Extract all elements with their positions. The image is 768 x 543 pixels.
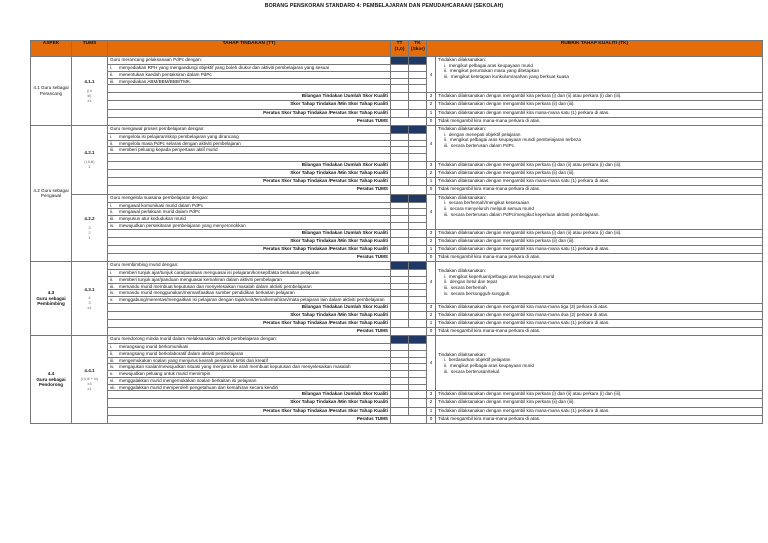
tums-percent[interactable] [391, 415, 427, 423]
tk-percent[interactable] [409, 109, 427, 117]
tt-input[interactable] [391, 364, 409, 371]
aspek-4-3: 4.3 Guru sebagai Pembimbing [31, 261, 72, 335]
tt-percent[interactable] [391, 109, 409, 117]
document-title: BORANG PENSKORAN STANDARD 4: PEMBELAJARAN DAN PEMUDAHCARAAN (SEKOLAH) [264, 3, 504, 9]
tt-input[interactable] [391, 65, 409, 72]
tk-input[interactable] [409, 133, 427, 140]
tt-sum[interactable] [391, 93, 409, 101]
tt-input[interactable] [391, 140, 409, 147]
tk-input[interactable] [409, 364, 427, 371]
tk-sum[interactable] [409, 229, 427, 237]
tums-4-2-2: 4.2.2 3 2 1 [72, 194, 108, 261]
tk-input[interactable] [409, 371, 427, 378]
s2-rubric-4b: Tindakan dilaksanakan: i. secara berhemah/mengikut kesesuaian ii. secara menyeluruh meliputi semua murid iii. secara berterusan dalam PdPc/mengikut keperluan aktiviti pembelajaran. [436, 194, 763, 229]
tk-score[interactable] [409, 101, 427, 109]
tk-score[interactable] [409, 170, 427, 178]
header-rubric: RUBRIK TAHAP KUALITI (TK) [427, 41, 763, 57]
tt-input[interactable] [391, 377, 409, 384]
tk-input[interactable] [409, 296, 427, 303]
s1-sum-row: Bilangan Tindakan /Jumlah Skor Kualiti 3 Tindakan dilaksanakan dengan mengambil kira perkara (i) dan (ii) atau perkara (i) dan (iii). [31, 93, 763, 101]
tk-input[interactable] [409, 140, 427, 147]
tums-percent[interactable] [391, 327, 427, 335]
tk-percent[interactable] [409, 319, 427, 327]
tt-input[interactable] [391, 147, 409, 154]
tk-input[interactable] [409, 71, 427, 78]
tt-percent[interactable] [391, 407, 409, 415]
tt-input[interactable] [391, 270, 409, 277]
tt-input[interactable] [391, 357, 409, 364]
header-tahap-tindakan: TAHAP TINDAKAN (TT) [108, 41, 391, 57]
tk-input[interactable] [409, 357, 427, 364]
tt-input[interactable] [391, 209, 409, 216]
tt-score[interactable] [391, 237, 409, 245]
scoring-table: ASPEK TUMS TAHAP TINDAKAN (TT) TT (1,0) TK (Skor) RUBRIK TAHAP KUALITI (TK) 4.1 Guru sebagai Perancang 4.1.1 (i,ii iii) x1 Guru merancang pelaksanaan PdPc dengan: 4 Tindakan dilaksanakan: i. mengikut pelbagai aras keupayaan murid ii. mengikut peruntukan masa yang ditetapkan iii. mengikut ketetapan kurikulum/arahan yang berkuat kuasa i. menyediakan RPH yang mengandungi objektif yang boleh diukur dan aktiviti pembelajaran yang sesuai ii. menentukan kaedah pentaksiran dalam PdPc iii. menyediakan ABM/BBM/BBB/TMK. Bilangan Tindakan /Jumlah Skor Kualiti 3 Tindakan dilaksanakan dengan mengambil kira perkara (i) dan (ii) atau perkara (i) dan (iii). Skor Tahap Tindakan /Min Skor Tahap Kualiti 2 Tindakan dilaksanakan dengan mengambil kira perkara (ii) dan (iii). Peratus Skor Tahap Tindakan /Peratus Skor Tahap Kualiti 1 Tindakan dilaksanakan dengan mengambil kira mana-mana satu (1) perkara di atas. Peratus TUMS 0 Tidak mengambil kira mana-mana perkara di atas. 4.2 Guru sebagai Pengawal 4.2.1 (i,ii,iii) 1 Guru mengawal proses pembelajaran dengan: 4 Tindakan dilaksanakan: i. dengan menepati objektif pelajaran ii. mengikut pelbagai aras keupayaan murid/ pembelajaran terbeza iii. secara berterusan dalam PdPc. i. mengelola isi pelajaran/skop pembelajaran yang dirancang ii. mengelola masa PdPc selaras dengan aktiviti pembelajaran iii. memberi peluang kepada penyertaan aktif murid Bilangan Tindakan /Jumlah Skor Kualiti 3 Tindakan dilaksanakan dengan mengambil kira perkara (i) dan (ii) atau perkara (i) dan (iii). Skor Tahap Tindakan /Min Skor Tahap Kualiti 2 Tindakan dilaksanakan dengan mengambil kira perkara (ii) dan (iii). Peratus Skor Tahap Tindakan /Peratus Skor Tahap Kualiti 1 Tindakan dilaksanakan dengan mengambil kira mana-mana satu (1) perkara di atas. Peratus TUMS 0 Tidak mengambil kira mana-mana perkara di atas. 4.2.2 3 2 1 Guru mengelola suasana pembelajaran dengan: 4 Tindakan dilaksanakan: i. secara berhemah/mengikut kesesuaian ii. secara menyeluruh meliputi semua murid iii. secara berterusan dalam PdPc/mengikut keperluan aktiviti pembelajaran. i. mengawal komunikasi murid dalam PdPc ii. mengawal perlakuan murid dalam PdPc iii. menyusun atur kedudukan murid iv. mewujudkan persekitaran pembelajaran yang menyeronokkan Bilangan Tindakan /Jumlah Skor Kualiti 3 Tindakan dilaksanakan dengan mengambil kira perkara (i) dan (ii) atau perkara (i) dan (iii). Skor Tahap Tindakan /Min Skor Tahap Kualiti 2 Tindakan dilaksanakan dengan mengambil kira perkara (ii) dan (iii). Peratus Skor Tahap Tindakan /Peratus Skor Tahap Kualiti 1 Tindakan dilaksanakan dengan mengambil kira mana-mana satu (1) perkara di atas. Peratus TUMS 0 Tidak mengambil kira mana-mana perkara di atas. 4.3 Guru sebagai Pembimbing 4.3.1 4 3 x1 Guru membimbing murid dengan: 4 Tindakan dilaksanakan: i. mengikut keperluan/pelbagai aras keupayaan murid ii. dengan betul dan tepat iii. secara berhemah iv. secara bersungguh-sungguh. i. memberi tunjuk ajar/tunjuk cara/panduan menguasai isi pelajaran/konsep/fakta berkaitan pelajaran ii. memberi tunjuk ajar/panduan menguasai kemahiran dalam aktiviti pembelajaran iii. memandu murid membuat keputusan dan menyelesaikan masalah dalam aktiviti pembelajaran iv. memandu murid menggunakan/memanfaatkan sumber pendidikan berkaitan pelajaran v. menggabung/merentas/mengaitkan isi pelajaran dengan tajuk/unit/tema/kemahiran/mata pelajaran lain dalam aktiviti pembelajaran Bilangan Tindakan /Jumlah Skor Kualiti 3 Tindakan dilaksanakan dengan mengambil kira mana-mana tiga (3) perkara di atas. Skor Tahap Tindakan /Min Skor Tahap Kualiti 2 Tindakan dilaksanakan dengan mengambil kira mana-mana dua (2) perkara di atas. Peratus Skor Tahap Tindakan /Peratus Skor Tahap Kualiti 1 Tindakan dilaksanakan dengan mengambil kira mana-mana satu (1) perkara di atas. Peratus TUMS 0 Tidak mengambil kira mana-mana perkara di atas. 4.4 Guru sebagai Pendorong 4.4.1 (i,ii,iii + iv) x3 x1 Guru mendorong minda murid dalam melaksanakan aktiviti pembelajaran dengan: 4 Tindakan dilaksanakan: i. berdasarkan objektif pelajaran ii. mengikut pelbagai aras keupayaan murid iii. secara berterusan/tekal. i. merangsang murid berkomunikasi ii. merangsang murid berkolaboratif dalam aktiviti pembelajaran iii. mengemukakan soalan yang menjurus kearah pemikiran kritis dan kreatif iv. mengajukan soalan/mewujudkan situasi yang menjurus ke arah membuat keputusan dan menyelesaikan masalah v. mewujudkan peluang untuk murid memimpin vi. menggalakkan murid mengemukakan soalan berkaitan isi pelajaran vii. menggalakkan murid memperoleh pengetahuan dan kemahiran secara kendiri Bilangan Tindakan /Jumlah Skor Kualiti 3 Tindakan dilaksanakan dengan mengambil kira perkara (i) dan (ii) atau perkara (i) dan (iii). Skor Tahap Tindakan /Min Skor Tahap Kualiti 2 Tindakan dilaksanakan dengan mengambil kira perkara (ii) dan (iii). Peratus Skor Tahap Tindakan /Peratus Skor Tahap Kualiti 1 Tindakan dilaksanakan dengan mengambil kira mana-mana satu (1) perkara di atas. Peratus TUMS 0 Tidak mengambil kira mana-mana perkara di atas. [30, 40, 763, 424]
s1-item-row: ii. menentukan kaedah pentaksiran dalam PdPc [31, 71, 763, 78]
tk-input[interactable] [409, 222, 427, 229]
tt-percent[interactable] [391, 178, 409, 186]
tt-input[interactable] [391, 71, 409, 78]
tt-score[interactable] [391, 101, 409, 109]
s1-item-row: iii. menyediakan ABM/BBM/BBB/TMK. [31, 78, 763, 85]
tums-percent[interactable] [391, 253, 427, 261]
tt-input[interactable] [391, 216, 409, 223]
tt-input[interactable] [391, 384, 409, 391]
tums-4-4-1: 4.4.1 (i,ii,iii + iv) x3 x1 [72, 336, 108, 424]
tt-cell-dark [391, 57, 409, 65]
tk-sum[interactable] [409, 93, 427, 101]
s4-rubric-4: Tindakan dilaksanakan: i. berdasarkan objektif pelajaran ii. mengikut pelbagai aras keupayaan murid iii. secara berterusan/tekal. [436, 336, 763, 391]
tk-input[interactable] [409, 384, 427, 391]
tt-percent[interactable] [391, 319, 409, 327]
tt-input[interactable] [391, 202, 409, 209]
tk-input[interactable] [409, 270, 427, 277]
tk-input[interactable] [409, 276, 427, 283]
s3-rubric-4: Tindakan dilaksanakan: i. mengikut keperluan/pelbagai aras keupayaan murid ii. dengan betul dan tepat iii. secara berhemah iv. secara bersungguh-sungguh. [436, 261, 763, 303]
tt-input[interactable] [391, 283, 409, 290]
tk-input[interactable] [409, 209, 427, 216]
header-row [31, 41, 763, 57]
tt-score[interactable] [391, 311, 409, 319]
tt-input[interactable] [391, 222, 409, 229]
tk-input[interactable] [409, 202, 427, 209]
tk-cell-dark [409, 57, 427, 65]
aspek-4-1: 4.1 Guru sebagai Perancang [31, 57, 72, 126]
tk-score[interactable] [409, 399, 427, 407]
tk-input[interactable] [409, 283, 427, 290]
tt-input[interactable] [391, 276, 409, 283]
tk-input[interactable] [409, 350, 427, 357]
header-tk: TK (Skor) [409, 41, 427, 57]
tk-percent[interactable] [409, 178, 427, 186]
tt-input[interactable] [391, 350, 409, 357]
header-tt: TT (1,0) [391, 41, 409, 57]
tt-sum[interactable] [391, 303, 409, 311]
tk-sum[interactable] [409, 303, 427, 311]
tt-input[interactable] [391, 344, 409, 351]
tums-percent[interactable] [391, 117, 427, 125]
aspek-4-4: 4.4 Guru sebagai Pendorong [31, 336, 72, 424]
s1-intro-row [31, 57, 763, 65]
header-tums: TUMS [72, 41, 108, 57]
tt-input[interactable] [391, 78, 409, 85]
tums-4-2-1: 4.2.1 (i,ii,iii) 1 [72, 125, 108, 194]
s1-intro: Guru merancang pelaksanaan PdPc dengan: [108, 57, 391, 65]
tums-percent[interactable] [391, 186, 427, 194]
tk-input[interactable] [409, 216, 427, 223]
tk-input[interactable] [409, 344, 427, 351]
tk-score[interactable] [409, 237, 427, 245]
s1-level-4: 4 [427, 57, 436, 93]
tk-input[interactable] [409, 290, 427, 297]
tt-input[interactable] [391, 296, 409, 303]
tk-input[interactable] [409, 78, 427, 85]
tt-percent[interactable] [391, 245, 409, 253]
tk-input[interactable] [409, 147, 427, 154]
tk-score[interactable] [409, 311, 427, 319]
s1-rubric-4: Tindakan dilaksanakan: i. mengikut pelbagai aras keupayaan murid ii. mengikut peruntukan masa yang ditetapkan iii. mengikut ketetapan kurikulum/arahan yang berkuat kuasa [436, 57, 763, 93]
tt-sum[interactable] [391, 391, 409, 399]
header-aspek: ASPEK [31, 41, 72, 57]
tt-score[interactable] [391, 170, 409, 178]
tt-input[interactable] [391, 133, 409, 140]
tk-percent[interactable] [409, 245, 427, 253]
tums-4-1-1: 4.1.1 (i,ii iii) x1 [72, 57, 108, 126]
tk-sum[interactable] [409, 162, 427, 170]
tt-score[interactable] [391, 399, 409, 407]
tt-input[interactable] [391, 290, 409, 297]
tk-input[interactable] [409, 65, 427, 72]
tk-input[interactable] [409, 377, 427, 384]
tk-sum[interactable] [409, 391, 427, 399]
aspek-4-2: 4.2 Guru sebagai Pengawal [31, 125, 72, 261]
s2-rubric-4a: Tindakan dilaksanakan: i. dengan menepati objektif pelajaran ii. mengikut pelbagai aras keupayaan murid/ pembelajaran terbeza iii. secara berterusan dalam PdPc. [436, 125, 763, 161]
tt-sum[interactable] [391, 162, 409, 170]
s1-item-row: i. menyediakan RPH yang mengandungi objektif yang boleh diukur dan aktiviti pembelajaran yang sesuai [31, 65, 763, 72]
tk-percent[interactable] [409, 407, 427, 415]
tums-4-3-1: 4.3.1 4 3 x1 [72, 261, 108, 335]
tt-sum[interactable] [391, 229, 409, 237]
tt-input[interactable] [391, 371, 409, 378]
